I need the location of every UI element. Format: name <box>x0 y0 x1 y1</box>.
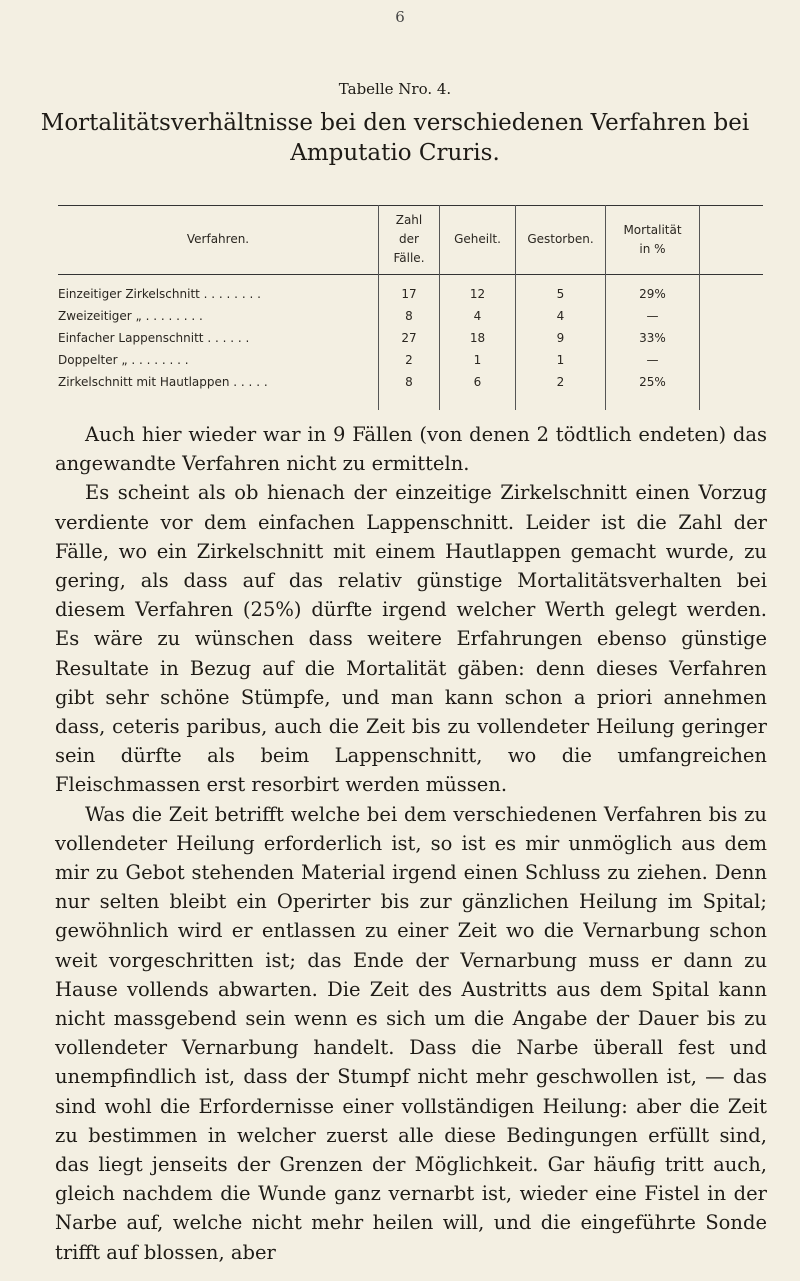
cell-cases: 8 <box>405 375 413 389</box>
cell-cases: 17 <box>401 287 417 301</box>
cell-method: Einfacher Lappenschnitt . . . . . . <box>58 331 250 345</box>
page-number: 6 <box>395 8 405 26</box>
header-method: Verfahren. <box>186 232 250 246</box>
cell-died: 2 <box>556 375 565 389</box>
cell-method: Zweizeitiger „ . . . . . . . . <box>58 309 203 323</box>
cell-died: 9 <box>556 331 565 345</box>
cell-died: 4 <box>556 309 565 323</box>
header-mortality-line: in % <box>639 241 666 256</box>
table-row <box>58 287 763 309</box>
header-mortality-line: Mortalität <box>623 222 682 237</box>
header-cases-line: Fälle. <box>393 251 425 265</box>
cell-mortality: — <box>646 353 659 367</box>
table-header-rule <box>58 274 763 275</box>
table-row <box>58 331 763 353</box>
title-line-1: Mortalitätsverhältnisse bei den verschiedenen Verfahren bei <box>40 110 750 136</box>
table-row <box>58 375 763 397</box>
cell-healed: 1 <box>473 353 482 367</box>
table-row <box>58 309 763 331</box>
cell-died: 1 <box>556 353 565 367</box>
header-cases <box>379 205 439 274</box>
header-healed: Geheilt. <box>454 232 501 246</box>
cell-method: Doppelter „ . . . . . . . . <box>58 353 189 367</box>
cell-mortality: — <box>646 309 659 323</box>
cell-mortality: 25% <box>639 375 666 389</box>
paragraph: Es scheint als ob hienach der einzeitige Zirkelschnitt einen Vorzug verdiente vor dem einfachen Lappenschnitt. Leider ist die Zahl der Fälle, wo ein Zirkelschnitt mit einem Hautlappen gemacht wurde, zu gering, als dass auf das relativ günstige Mortalitätsverhalten bei diesem Verfahren (25%) dürfte irgend welcher Werth gelegt werden. Es wäre zu wünschen dass weitere Erfahrungen ebenso günstige Resultate in Bezug auf die Mortalität gäben: denn dieses Verfahren gibt sehr schöne Stümpfe, und man kann schon a priori annehmen dass, ceteris paribus, auch die Zeit bis zu vollendeter Heilung geringer sein dürfte als beim Lappenschnitt, wo die umfangreichen Fleischmassen erst resorbirt werden müssen. <box>55 481 767 797</box>
cell-mortality: 29% <box>639 287 666 301</box>
cell-method: Einzeitiger Zirkelschnitt . . . . . . . . <box>58 287 261 301</box>
cell-cases: 2 <box>405 353 413 367</box>
cell-method: Zirkelschnitt mit Hautlappen . . . . . <box>58 375 268 389</box>
cell-died: 5 <box>556 287 565 301</box>
table-row <box>58 353 763 375</box>
title-line-2: Amputatio Cruris. <box>290 140 500 166</box>
table-label: Tabelle Nro. 4. <box>338 80 452 98</box>
cell-mortality: 33% <box>639 331 666 345</box>
paragraph: Auch hier wieder war in 9 Fällen (von denen 2 tödtlich endeten) das angewandte Verfahren nicht zu ermitteln. <box>55 423 767 476</box>
cell-healed: 4 <box>473 309 482 323</box>
header-mortality <box>606 205 699 274</box>
cell-healed: 12 <box>469 287 486 301</box>
header-cases-line: Zahl <box>395 213 423 227</box>
cell-healed: 6 <box>473 375 482 389</box>
cell-cases: 8 <box>405 309 413 323</box>
table-title <box>0 108 790 168</box>
header-cases-line: der <box>399 232 419 246</box>
cell-healed: 18 <box>469 331 486 345</box>
paragraph: Was die Zeit betrifft welche bei dem verschiedenen Verfahren bis zu vollendeter Heilung erforderlich ist, so ist es mir unmöglich aus dem mir zu Gebot stehenden Material irgend einen Schluss zu ziehen. Denn nur selten bleibt ein Operirter bis zur gänzlichen Heilung im Spital; gewöhnlich wird er entlassen zu einer Zeit wo die Vernarbung schon weit vorgeschritten ist; das Ende der Vernarbung muss er dann zu Hause vollends abwarten. Die Zeit des Austritts aus dem Spital kann nicht massgebend sein wenn es sich um die Angabe der Dauer bis zu vollendeter Vernarbung handelt. Dass die Narbe überall fest und unempfindlich ist, dass der Stumpf nicht mehr geschwollen ist, — das sind wohl die Erfordernisse einer vollständigen Heilung: aber die Zeit zu bestimmen in welcher zuerst alle diese Bedingungen erfüllt sind, das liegt jenseits der Grenzen der Möglichkeit. Gar häufig tritt auch, gleich nachdem die Wunde ganz vernarbt ist, wieder eine Fistel in der Narbe auf, welche nicht mehr heilen will, und die eingeführte Sonde trifft auf blossen, aber <box>55 802 767 1264</box>
cell-cases: 27 <box>401 331 417 345</box>
header-died: Gestorben. <box>527 232 594 246</box>
body-text <box>55 420 767 1267</box>
